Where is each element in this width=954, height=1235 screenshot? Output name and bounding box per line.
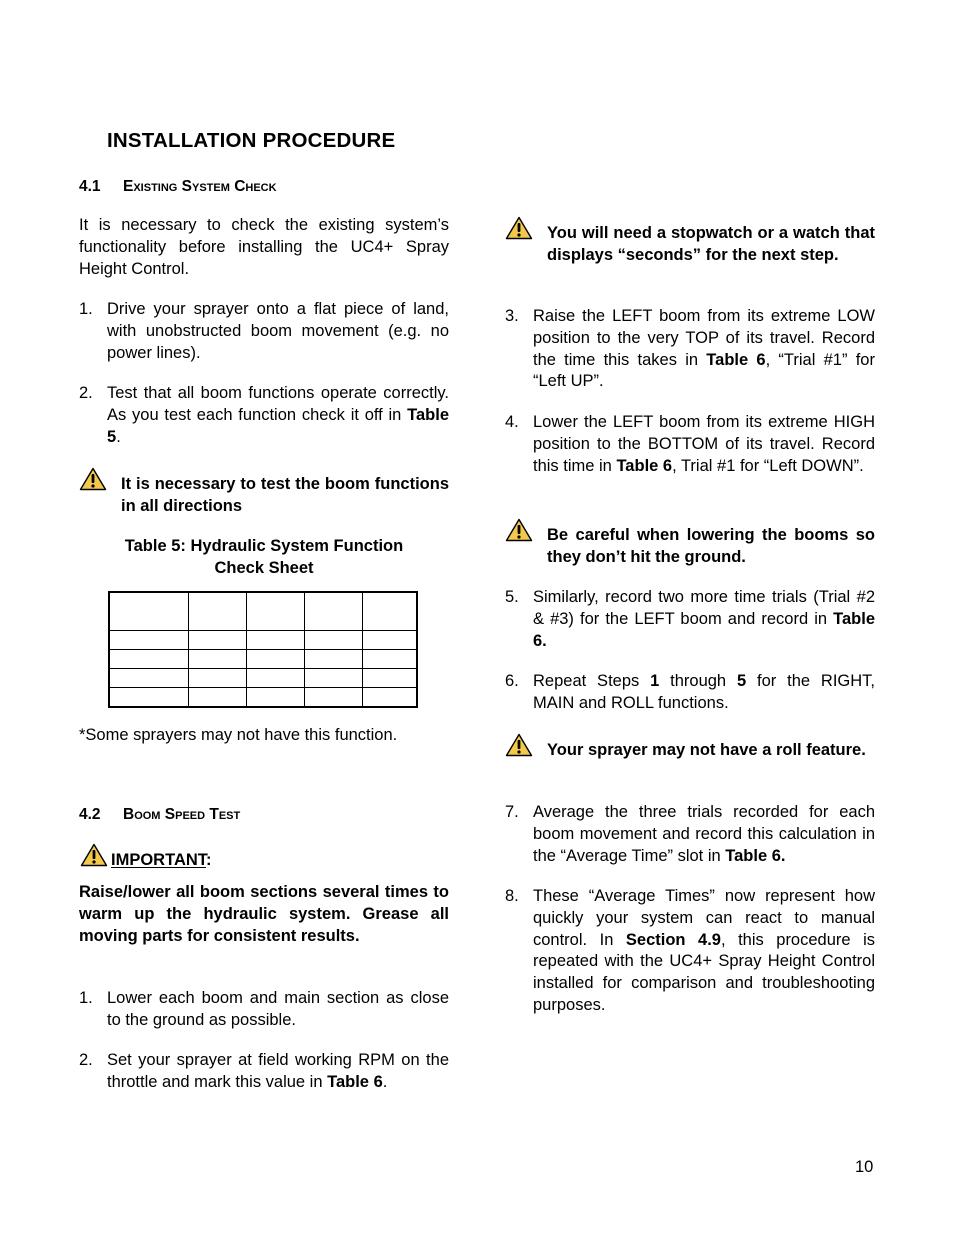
list-text: Set your sprayer at field working RPM on the throttle and mark this value in Table 6. [107,1051,449,1091]
page-heading: INSTALLATION PROCEDURE [107,129,396,152]
footnote-mark: * [79,726,86,744]
table-cell [247,649,305,668]
list-item-4-2-step-2 [79,1050,449,1094]
list-number: 6. [505,672,519,690]
table-cell [247,630,305,649]
list-text: Test that all boom functions operate correctly. As you test each function check it off in Table 5. [107,384,449,446]
list-text: Average the three trials recorded for each boom movement and record this calculation in the “Average Time” slot in Table 6. [533,803,875,865]
section-4-1-number: 4.1 [79,178,101,195]
list-number: 3. [505,307,519,325]
table-cell [363,630,418,649]
table-cell [189,592,247,630]
table-cell [189,649,247,668]
table-cell [109,688,189,707]
list-number: 2. [79,384,93,402]
list-number: 5. [505,588,519,606]
list-text: Lower the LEFT boom from its extreme HIGH position to the BOTTOM of its travel. Record this time in Table 6, Trial #1 for “Left DOWN”. [533,413,875,475]
list-text: Raise the LEFT boom from its extreme LOW position to the very TOP of its travel. Record the time this takes in Table 6, “Trial #1” for “Left UP”. [533,307,875,391]
list-item-4-2-step-1 [79,988,449,1032]
table-6-reference: Table 6. [725,846,786,865]
warning-stopwatch: You will need a stopwatch or a watch that displays “seconds” for the next step. [547,224,875,264]
important-text: Raise/lower all boom sections several times to warm up the hydraulic system. Grease all moving parts for consistent results. [79,883,449,945]
warning-roll: Your sprayer may not have a roll feature. [547,741,866,759]
list-item-4-1-step-1 [79,299,449,365]
table-cell [247,688,305,707]
list-text: Repeat Steps 1 through 5 for the RIGHT, MAIN and ROLL functions. [533,672,875,712]
section-4-2-title: Boom Speed Test [123,806,241,823]
list-number: 2. [79,1051,93,1069]
table-cell [363,592,418,630]
section-4-1-title: Existing System Check [123,178,277,195]
warning-test-directions: It is necessary to test the boom functions in all directions [121,475,449,515]
table-cell [363,669,418,688]
footnote-text: Some sprayers may not have this function. [85,726,398,744]
section-4-9-reference: Section 4.9 [625,930,721,949]
table-cell [247,592,305,630]
list-number: 7. [505,803,519,821]
table-cell [363,688,418,707]
list-text: Drive your sprayer onto a flat piece of land, with unobstructed boom movement (e.g. no power lines). [107,300,449,362]
list-item-step-3 [505,306,875,394]
list-text: Similarly, record two more time trials (Trial #2 & #3) for the LEFT boom and record in Table 6. [533,588,875,650]
list-item-step-8 [505,886,875,1018]
warning-icon [505,518,533,542]
table-cell [189,688,247,707]
table-cell [305,649,363,668]
list-number: 4. [505,413,519,431]
footnote [79,725,449,747]
table-cell [109,649,189,668]
list-number: 8. [505,887,519,905]
warning-icon [80,843,108,867]
table-cell [109,630,189,649]
table-cell [363,649,418,668]
table-cell [247,669,305,688]
list-number: 1. [79,989,93,1007]
list-item-step-4 [505,412,875,500]
table-6-reference: Table 6 [616,456,673,475]
warning-icon [79,467,107,491]
table-5-check-sheet [108,591,418,708]
warning-icon [505,216,533,240]
intro-paragraph: It is necessary to check the existing system’s functionality before installing the UC4+ Spray Height Control. [79,216,449,278]
table-cell [305,688,363,707]
table-cell [189,630,247,649]
table-6-reference: Table 6 [706,350,766,369]
list-number: 1. [79,300,93,318]
section-4-2-number: 4.2 [79,806,101,823]
list-text: These “Average Times” now represent how quickly your system can react to manual control. In Section 4.9, this procedure is repeated with the UC4+ Spray Height Control installed for comparison and troubleshooting purposes. [533,887,875,1014]
table-cell [305,592,363,630]
section-4-1-heading [79,176,277,198]
list-text: Lower each boom and main section as close to the ground as possible. [107,989,449,1029]
table-cell [305,630,363,649]
table-cell [305,669,363,688]
table-cell [189,669,247,688]
table-5-reference: Table 5 [107,405,449,446]
list-item-4-1-step-2 [79,383,449,449]
table-5-caption: Table 5: Hydraulic System Function Check Sheet [124,537,404,577]
table-6-reference: Table 6 [327,1072,383,1091]
list-item-step-5 [505,587,875,653]
section-4-2-heading [79,804,240,826]
important-label: IMPORTANT: [111,851,212,869]
warning-ground: Be careful when lowering the booms so they don’t hit the ground. [547,526,875,566]
table-6-reference: Table 6. [533,609,875,650]
table-cell [109,592,189,630]
list-item-step-7 [505,802,875,868]
list-item-step-6 [505,671,875,715]
table-cell [109,669,189,688]
page-number: 10 [855,1158,874,1176]
warning-icon [505,733,533,757]
